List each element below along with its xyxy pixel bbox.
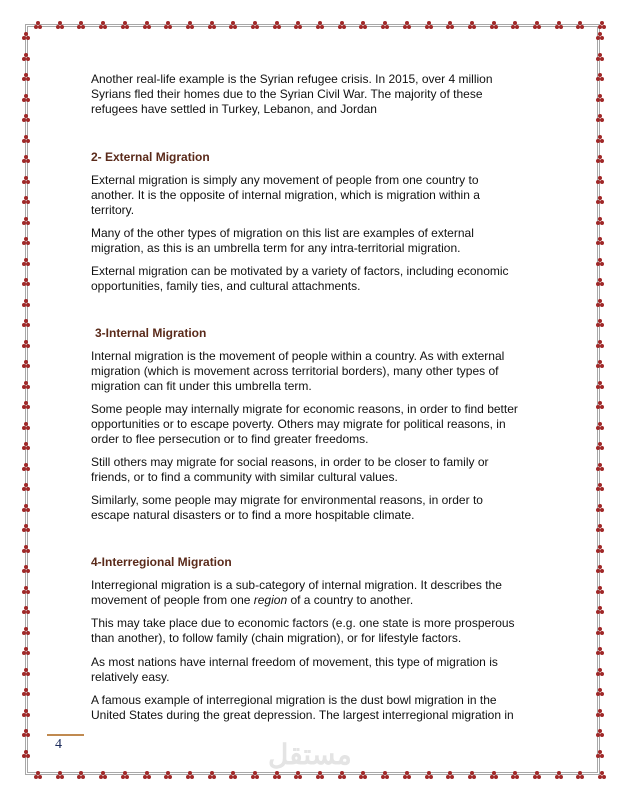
trefoil-ornament-icon — [56, 21, 65, 29]
trefoil-ornament-icon — [22, 278, 31, 286]
trefoil-ornament-icon — [294, 771, 303, 779]
trefoil-ornament-icon — [596, 114, 605, 122]
paragraph — [91, 578, 531, 608]
trefoil-ornament-icon — [596, 340, 605, 348]
text-line: order to flee persecution or to find greater freedoms. — [91, 432, 369, 446]
trefoil-ornament-icon — [22, 135, 31, 143]
trefoil-ornament-icon — [164, 771, 173, 779]
paragraph — [91, 455, 531, 485]
trefoil-ornament-icon — [403, 21, 412, 29]
text-line: Another real-life example is the Syrian refugee crisis. In 2015, over 4 million — [91, 72, 493, 86]
trefoil-ornament-icon — [596, 750, 605, 758]
trefoil-ornament-icon — [490, 771, 499, 779]
trefoil-ornament-icon — [22, 258, 31, 266]
trefoil-ornament-icon — [251, 21, 260, 29]
trefoil-ornament-icon — [381, 21, 390, 29]
trefoil-ornament-icon — [576, 771, 585, 779]
trefoil-ornament-icon — [22, 217, 31, 225]
text-line: migration can fit under this umbrella term. — [91, 379, 312, 393]
trefoil-ornament-icon — [596, 319, 605, 327]
trefoil-ornament-icon — [164, 21, 173, 29]
trefoil-ornament-icon — [359, 21, 368, 29]
text-line: opportunities, family ties, and cultural attachments. — [91, 279, 361, 293]
text-line: External migration can be motivated by a variety of factors, including economic — [91, 264, 509, 278]
trefoil-ornament-icon — [22, 155, 31, 163]
text-line: opportunities or to escape poverty. Others may migrate for political reasons, in — [91, 417, 506, 431]
trefoil-ornament-icon — [186, 21, 195, 29]
trefoil-ornament-icon — [22, 237, 31, 245]
section-heading — [91, 555, 531, 570]
trefoil-ornament-icon — [490, 21, 499, 29]
trefoil-ornament-icon — [143, 771, 152, 779]
paragraph — [91, 72, 531, 117]
trefoil-ornament-icon — [229, 21, 238, 29]
section-heading — [95, 326, 535, 341]
trefoil-ornament-icon — [446, 771, 455, 779]
trefoil-ornament-icon — [77, 771, 86, 779]
trefoil-ornament-icon — [34, 771, 43, 779]
text-line: This may take place due to economic factors (e.g. one state is more prosperous — [91, 616, 515, 630]
trefoil-ornament-icon — [121, 771, 130, 779]
paragraph — [91, 402, 531, 447]
trefoil-ornament-icon — [22, 688, 31, 696]
text-line: 2- External Migration — [91, 150, 210, 164]
trefoil-ornament-icon — [22, 524, 31, 532]
trefoil-ornament-icon — [596, 176, 605, 184]
page-number-rule — [47, 734, 84, 736]
trefoil-ornament-icon — [425, 21, 434, 29]
trefoil-ornament-icon — [596, 422, 605, 430]
trefoil-ornament-icon — [596, 586, 605, 594]
trefoil-ornament-icon — [446, 21, 455, 29]
trefoil-ornament-icon — [596, 483, 605, 491]
text-line: migration, as this is an umbrella term for any intra-territorial migration. — [91, 241, 461, 255]
text-line: escape natural disasters or to find a more hospitable climate. — [91, 508, 415, 522]
trefoil-ornament-icon — [22, 360, 31, 368]
trefoil-ornament-icon — [596, 709, 605, 717]
text-line: refugees have settled in Turkey, Lebanon, and Jordan — [91, 102, 377, 116]
trefoil-ornament-icon — [22, 299, 31, 307]
trefoil-ornament-icon — [596, 32, 605, 40]
text-line: another. It is the opposite of internal migration, which is migration within a — [91, 188, 480, 202]
trefoil-ornament-icon — [77, 21, 86, 29]
trefoil-ornament-icon — [596, 53, 605, 61]
trefoil-ornament-icon — [143, 21, 152, 29]
text-line: External migration is simply any movement of people from one country to — [91, 173, 479, 187]
trefoil-ornament-icon — [208, 771, 217, 779]
trefoil-ornament-icon — [555, 21, 564, 29]
trefoil-ornament-icon — [273, 21, 282, 29]
trefoil-ornament-icon — [22, 442, 31, 450]
trefoil-ornament-icon — [596, 504, 605, 512]
trefoil-ornament-icon — [596, 360, 605, 368]
trefoil-ornament-icon — [596, 135, 605, 143]
italic-word: region — [253, 593, 288, 607]
trefoil-ornament-icon — [576, 21, 585, 29]
text-line: friends, or to find a community with similar cultural values. — [91, 470, 398, 484]
paragraph — [91, 655, 531, 685]
paragraph — [91, 173, 531, 218]
trefoil-ornament-icon — [596, 627, 605, 635]
trefoil-ornament-icon — [22, 114, 31, 122]
trefoil-ornament-icon — [596, 463, 605, 471]
trefoil-ornament-icon — [251, 771, 260, 779]
text-segment: of a country to another. — [287, 593, 414, 607]
text-line: Syrians fled their homes due to the Syrian Civil War. The majority of these — [91, 87, 483, 101]
trefoil-ornament-icon — [596, 299, 605, 307]
trefoil-ornament-icon — [22, 381, 31, 389]
trefoil-ornament-icon — [22, 504, 31, 512]
trefoil-ornament-icon — [338, 771, 347, 779]
trefoil-ornament-icon — [22, 750, 31, 758]
trefoil-ornament-icon — [596, 442, 605, 450]
trefoil-ornament-icon — [22, 401, 31, 409]
trefoil-ornament-icon — [22, 319, 31, 327]
trefoil-ornament-icon — [533, 771, 542, 779]
trefoil-ornament-icon — [596, 196, 605, 204]
trefoil-ornament-icon — [533, 21, 542, 29]
trefoil-ornament-icon — [511, 21, 520, 29]
trefoil-ornament-icon — [596, 94, 605, 102]
trefoil-ornament-icon — [468, 771, 477, 779]
trefoil-ornament-icon — [596, 606, 605, 614]
text-line: Internal migration is the movement of people within a country. As with external — [91, 349, 505, 363]
text-line: Interregional migration is a sub-category of internal migration. It describes the — [91, 578, 502, 592]
trefoil-ornament-icon — [598, 771, 607, 779]
text-line: 4-Interregional Migration — [91, 555, 232, 569]
text-line: Some people may internally migrate for economic reasons, in order to find better — [91, 402, 518, 416]
trefoil-ornament-icon — [186, 771, 195, 779]
paragraph — [91, 493, 531, 523]
trefoil-ornament-icon — [596, 381, 605, 389]
trefoil-ornament-icon — [22, 94, 31, 102]
trefoil-ornament-icon — [596, 73, 605, 81]
trefoil-ornament-icon — [555, 771, 564, 779]
trefoil-ornament-icon — [596, 217, 605, 225]
trefoil-ornament-icon — [34, 21, 43, 29]
trefoil-ornament-icon — [121, 21, 130, 29]
paragraph — [91, 349, 531, 394]
text-line — [91, 593, 531, 608]
watermark-logo: مستقل — [268, 739, 352, 770]
trefoil-ornament-icon — [22, 668, 31, 676]
text-line: migration (which is movement across territorial borders), many other types of — [91, 364, 499, 378]
paragraph — [91, 264, 531, 294]
trefoil-ornament-icon — [596, 258, 605, 266]
trefoil-ornament-icon — [22, 340, 31, 348]
text-line: relatively easy. — [91, 670, 170, 684]
trefoil-ornament-icon — [381, 771, 390, 779]
trefoil-ornament-icon — [56, 771, 65, 779]
trefoil-ornament-icon — [22, 729, 31, 737]
trefoil-ornament-icon — [22, 606, 31, 614]
trefoil-ornament-icon — [294, 21, 303, 29]
trefoil-ornament-icon — [22, 565, 31, 573]
text-line: than another), to follow family (chain migration), or for lifestyle factors. — [91, 631, 462, 645]
text-line: As most nations have internal freedom of movement, this type of migration is — [91, 655, 498, 669]
trefoil-ornament-icon — [22, 32, 31, 40]
trefoil-ornament-icon — [403, 771, 412, 779]
trefoil-ornament-icon — [22, 463, 31, 471]
trefoil-ornament-icon — [22, 73, 31, 81]
trefoil-ornament-icon — [22, 709, 31, 717]
trefoil-ornament-icon — [425, 771, 434, 779]
trefoil-ornament-icon — [511, 771, 520, 779]
trefoil-ornament-icon — [338, 21, 347, 29]
trefoil-ornament-icon — [596, 524, 605, 532]
trefoil-ornament-icon — [22, 176, 31, 184]
trefoil-ornament-icon — [596, 565, 605, 573]
text-line: 3-Internal Migration — [95, 326, 207, 340]
paragraph — [91, 693, 531, 723]
trefoil-ornament-icon — [22, 422, 31, 430]
text-segment: movement of people from one — [91, 593, 254, 607]
text-line: Many of the other types of migration on this list are examples of external — [91, 226, 474, 240]
section-heading — [91, 150, 531, 165]
trefoil-ornament-icon — [22, 483, 31, 491]
trefoil-ornament-icon — [359, 771, 368, 779]
trefoil-ornament-icon — [273, 771, 282, 779]
trefoil-ornament-icon — [22, 627, 31, 635]
text-line: Still others may migrate for social reasons, in order to be closer to family or — [91, 455, 489, 469]
trefoil-ornament-icon — [99, 21, 108, 29]
text-line: A famous example of interregional migration is the dust bowl migration in the — [91, 693, 497, 707]
trefoil-ornament-icon — [229, 771, 238, 779]
trefoil-ornament-icon — [22, 53, 31, 61]
trefoil-ornament-icon — [22, 196, 31, 204]
trefoil-ornament-icon — [596, 155, 605, 163]
trefoil-ornament-icon — [468, 21, 477, 29]
paragraph — [91, 616, 531, 646]
trefoil-ornament-icon — [22, 586, 31, 594]
trefoil-ornament-icon — [596, 647, 605, 655]
trefoil-ornament-icon — [316, 771, 325, 779]
text-line: Similarly, some people may migrate for environmental reasons, in order to — [91, 493, 483, 507]
trefoil-ornament-icon — [596, 237, 605, 245]
trefoil-ornament-icon — [99, 771, 108, 779]
paragraph — [91, 226, 531, 256]
text-line: territory. — [91, 203, 135, 217]
trefoil-ornament-icon — [208, 21, 217, 29]
trefoil-ornament-icon — [596, 668, 605, 676]
trefoil-ornament-icon — [22, 545, 31, 553]
trefoil-ornament-icon — [598, 21, 607, 29]
trefoil-ornament-icon — [596, 278, 605, 286]
text-line: United States during the great depression. The largest interregional migration in — [91, 708, 514, 722]
page-number: 4 — [55, 737, 62, 752]
trefoil-ornament-icon — [596, 729, 605, 737]
trefoil-ornament-icon — [316, 21, 325, 29]
trefoil-ornament-icon — [596, 688, 605, 696]
trefoil-ornament-icon — [22, 647, 31, 655]
trefoil-ornament-icon — [596, 545, 605, 553]
trefoil-ornament-icon — [596, 401, 605, 409]
